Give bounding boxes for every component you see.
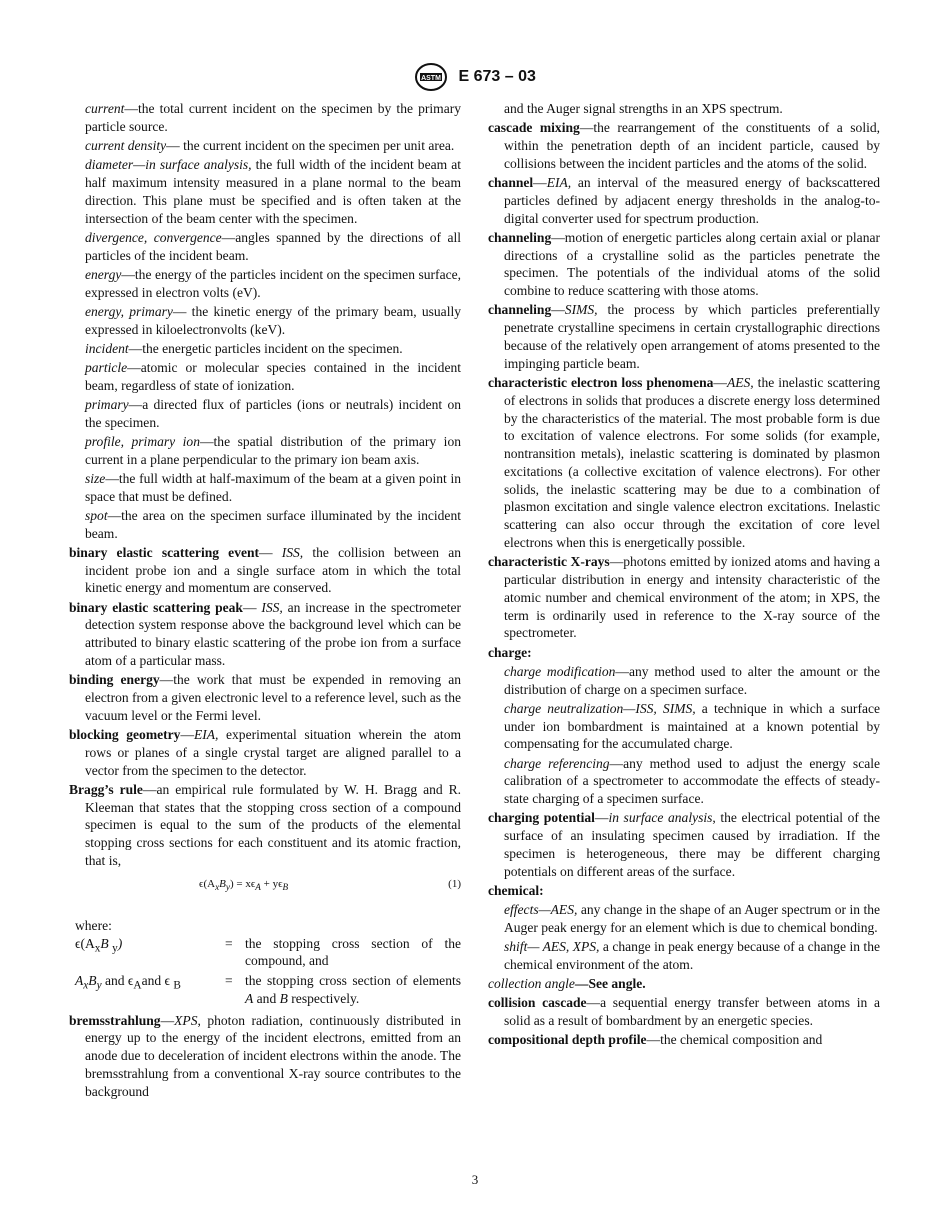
where-symbol: $A_xB_y$ and $\epsilon_Aand$ ϵ $_B$ (75, 973, 181, 992)
svg-text:ASTM: ASTM (421, 75, 441, 82)
glossary-entry: characteristic X-rays—photons emitted by ionized atoms and having a particular distribution in energy and intensity characteristic of the atomic number and chemical environment of the atom; in XPS, the term is ordinarily used in reference to the X-ray source of the spectrometer. (488, 554, 880, 641)
glossary-entry: collision cascade—a sequential energy transfer between atoms in a solid as a result of bombardment by an energetic species. (488, 995, 880, 1029)
glossary-entry: channeling—motion of energetic particles along certain axial or planar directions of a crystalline solid as the particles penetrate the specimen. The potentials of the individual atoms of the solid combine to reduce scattering with those atoms. (488, 229, 880, 299)
sub-entry: diameter—in surface analysis, the full width of the incident beam at half maximum intensity measured in a plane normal to the beam direction. This plane must be specified and is often taken at the intersection of the beam center with the specimen. (85, 157, 462, 226)
glossary-entry: binding energy—the work that must be expended in removing an electron from a given electronic level to a reference level, such as the vacuum level or the Fermi level. (69, 672, 461, 723)
sub-entry: particle—atomic or molecular species contained in the incident beam, regardless of state of ionization. (85, 359, 461, 393)
left-column (69, 100, 461, 1102)
sub-entry: incident—the energetic particles incident on the specimen. (85, 340, 403, 356)
sub-entry: primary—a directed flux of particles (ions or neutrals) incident on the specimen. (85, 396, 461, 430)
sub-entry: energy, primary— the kinetic energy of the primary beam, usually expressed in kiloelectronvolts (keV). (85, 303, 461, 337)
sub-entry: charge referencing—any method used to adjust the energy scale calibration of a spectrometer to accommodate the effects of steady-state charging of a specimen surface. (504, 755, 880, 807)
glossary-entry: compositional depth profile—the chemical composition and (488, 1032, 823, 1048)
charge-heading: charge: (488, 644, 532, 660)
where-symbol: $\epsilon(A_xB$ $_y$) (75, 935, 123, 955)
where-label: where: (75, 917, 112, 933)
glossary-entry: Bragg’s rule—an empirical rule formulated by W. H. Bragg and R. Kleeman that states that the stopping cross section of a compound specimen is equal to the sum of the products of the elemental stopping cross sections for each constituent and its atomic fraction, that is, (69, 781, 462, 868)
sub-entry: effects—AES, any change in the shape of an Auger spectrum or in the Auger peak energy for an element which is due to chemical bonding. (504, 902, 880, 935)
chemical-heading: chemical: (488, 882, 544, 898)
astm-logo-icon (414, 62, 448, 92)
glossary-entry: channel—EIA, an interval of the measured energy of backscattered particles defined by adjacent energy thresholds in the analog-to-digital converter used for spectrum production. (488, 174, 880, 226)
continuation-text: and the Auger signal strengths in an XPS spectrum. (504, 101, 783, 116)
glossary-entry: binary elastic scattering event— ISS, the collision between an incident probe ion and a single surface atom in which the total kinetic energy and momentum are conserved. (69, 544, 461, 596)
sub-entry: current—the total current incident on the specimen by the primary particle source. (85, 101, 461, 134)
page-header (0, 62, 950, 92)
glossary-entry: channeling—SIMS, the process by which particles preferentially penetrate crystalline specimens in certain crystallographic directions because of the relatively open arrangement of atoms presented to the impinging particle beam. (488, 302, 880, 371)
right-column (488, 100, 880, 1050)
sub-entry: charge modification—any method used to alter the amount or the distribution of charge on a specimen surface. (504, 663, 880, 697)
glossary-entry: bremsstrahlung—XPS, photon radiation, continuously distributed in energy up to the energy of the incident electrons, emitted from an anode due to deceleration of incident electrons within the anode. The bremsstrahlung from a conventional X-ray source contributes to the background (69, 1012, 461, 1099)
equation-body: $\epsilon(A_xB_y) = x\epsilon_A + y\epsilon_B$ (199, 877, 289, 892)
sub-entry: divergence, convergence—angles spanned by the directions of all particles of the incident beam. (85, 229, 461, 263)
glossary-entry: cascade mixing—the rearrangement of the constituents of a solid, within the penetration depth of an incident particle, caused by collisions between the incident particles and the atoms of the solid. (488, 120, 881, 171)
where-definition: the stopping cross section of elements A and B respectively. (245, 973, 461, 1006)
equation-number: (1) (448, 877, 461, 890)
glossary-entry: binary elastic scattering peak— ISS, an increase in the spectrometer detection system response above the background level which can be attributed to binary elastic scattering of the probe ion from a surface atom of a particular mass. (69, 599, 461, 668)
where-definition: the stopping cross section of the compound, and (245, 935, 461, 969)
where-row: $A_xB_y$ and $\epsilon_Aand$ ϵ $_B$ = the stopping cross section of elements A and B respectively. (75, 973, 461, 1006)
where-block (69, 917, 461, 1008)
sub-entry: charge neutralization—ISS, SIMS, a technique in which a surface under ion bombardment is maintained at a known potential by compensating for the accumulated charge. (504, 700, 880, 752)
equation (199, 876, 461, 897)
sub-entry: current density— the current incident on the specimen per unit area. (85, 137, 455, 153)
document-id: E 673 – 03 (458, 68, 536, 85)
glossary-entry: blocking geometry—EIA, experimental situation wherein the atom rows or planes of a single crystal target are aligned parallel to a vector from the specimen to the detector. (69, 726, 461, 778)
sub-entry: profile, primary ion—the spatial distribution of the primary ion current in a plane perpendicular to the primary ion beam axis. (85, 433, 461, 467)
sub-entry: energy—the energy of the particles incident on the specimen surface, expressed in electron volts (eV). (85, 266, 461, 300)
glossary-entry: charging potential—in surface analysis, the electrical potential of the surface of an insulating specimen caused by irradiation. If the specimen is heterogeneous, there may be different charging potentials on different areas of the surface. (488, 810, 880, 879)
sub-entry: spot—the area on the specimen surface illuminated by the incident beam. (85, 507, 461, 541)
sub-entry: size—the full width at half-maximum of the beam at a given point in space that must be defined. (85, 470, 461, 504)
sub-entry: shift— AES, XPS, a change in peak energy because of a change in the chemical environment of the atom. (504, 939, 880, 972)
where-row: $\epsilon(A_xB$ $_y$) = the stopping cross section of the compound, and (75, 935, 461, 969)
page-number: 3 (471, 1172, 479, 1187)
glossary-entry: characteristic electron loss phenomena—AES, the inelastic scattering of electrons in solids that produces a discrete energy loss determined by the characteristics of the material. The most probable form is due to excitation of valence electrons. For some solids (for example, nontransition metals), inelastic scattering is dominated by plasmon excitations (a collective excitation of valence electrons). For other solids, the inelastic scattering may be due to a combination of plasmon excitation and single valence electron excitations. Inelastic scattering can also occur through the excitation of core level electrons when this is energetically possible. (488, 374, 881, 551)
cross-reference-entry: collection angle—See angle. (488, 976, 646, 992)
